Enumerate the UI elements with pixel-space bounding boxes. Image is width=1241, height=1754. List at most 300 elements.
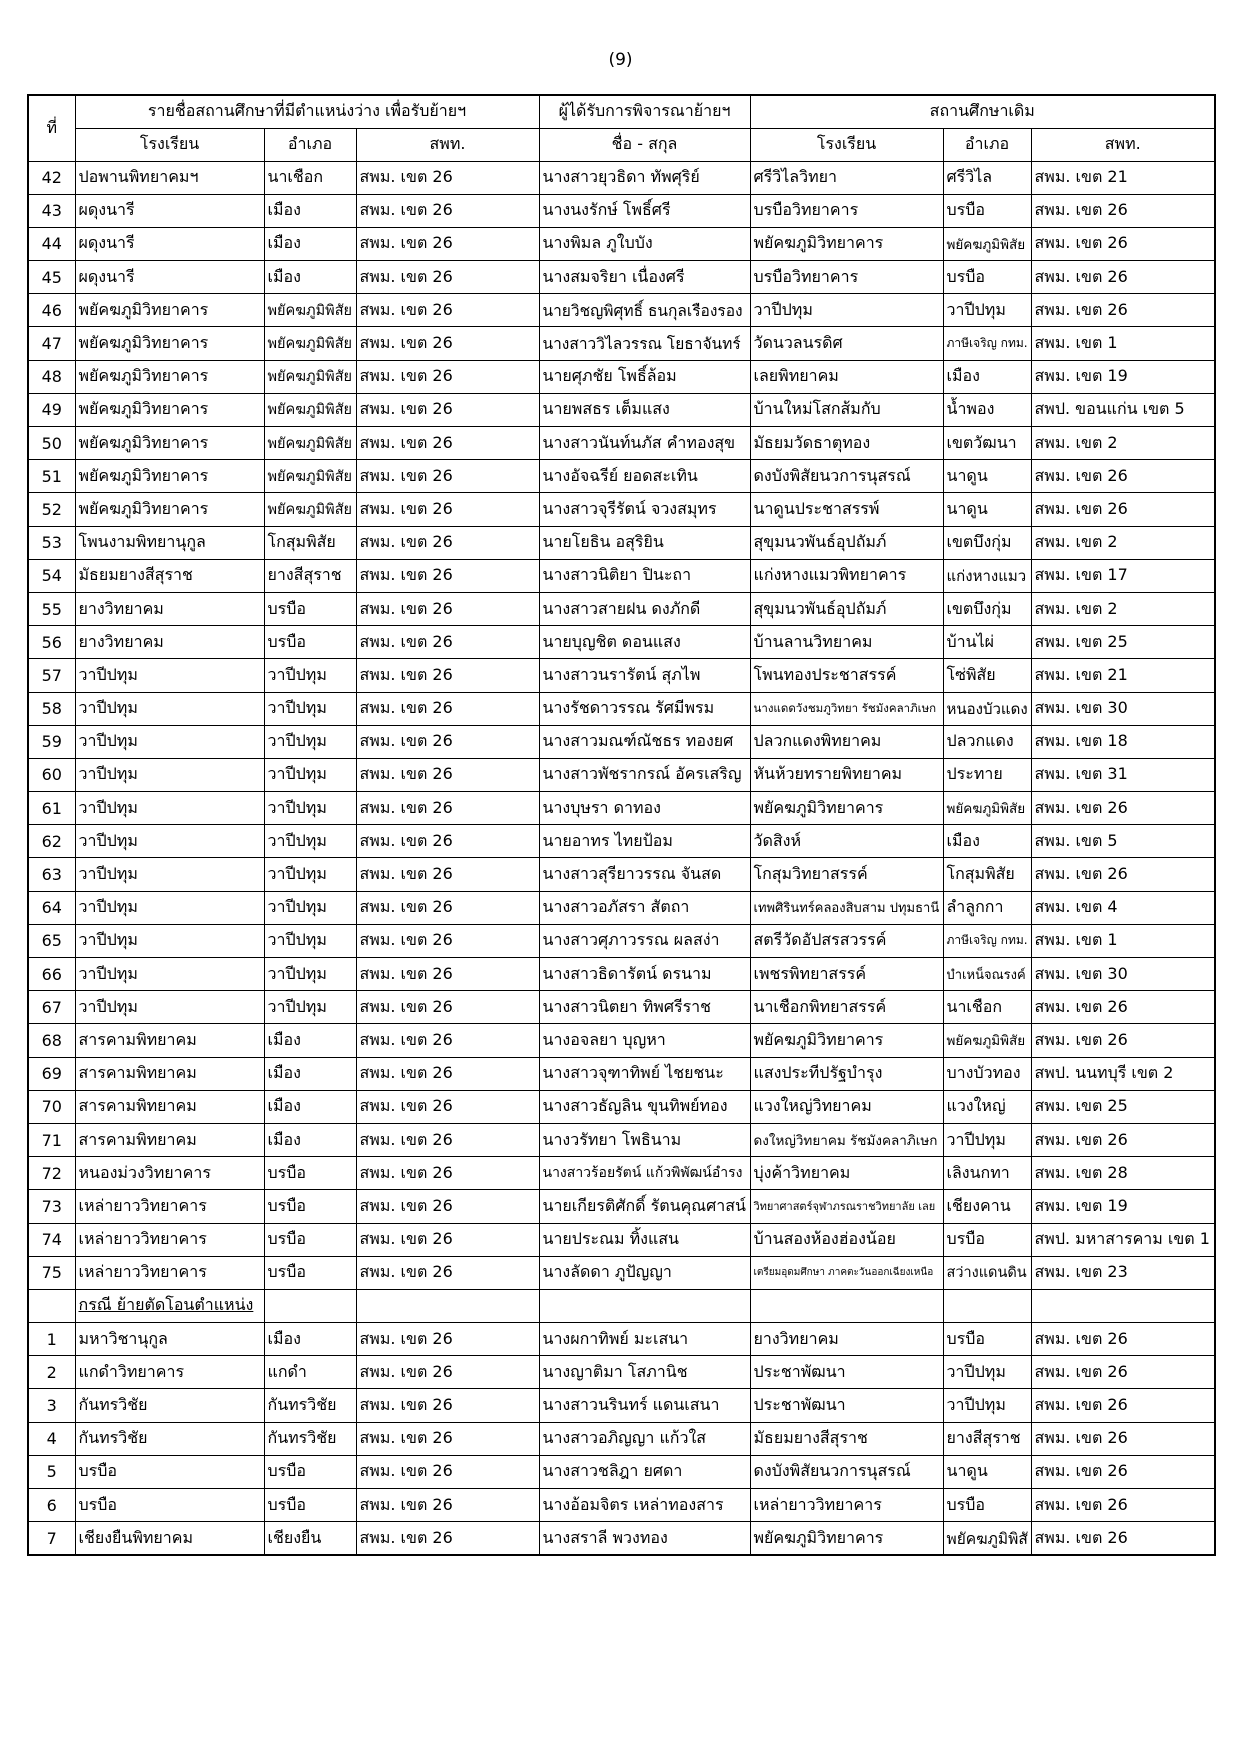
origin-district: น้ำพอง	[943, 393, 1031, 426]
candidate-name: นางนงรักษ์ โพธิ์ศรี	[539, 194, 750, 227]
vacancy-office: สพม. เขต 26	[356, 1256, 539, 1289]
origin-school: บ้านใหม่โสกส้มกับ	[750, 393, 943, 426]
vacancy-office: สพม. เขต 26	[356, 1057, 539, 1090]
origin-district: เมือง	[943, 360, 1031, 393]
origin-district: เขตวัฒนา	[943, 427, 1031, 460]
origin-office: สพม. เขต 26	[1031, 1422, 1215, 1455]
origin-district: เมือง	[943, 825, 1031, 858]
origin-district: หนองบัวแดง	[943, 692, 1031, 725]
vacancy-office: สพม. เขต 26	[356, 161, 539, 194]
page-number: (9)	[608, 50, 633, 70]
table-row	[28, 626, 1215, 659]
vacancy-district: เมือง	[264, 1057, 356, 1090]
origin-school: นาเชือกพิทยาสรรค์	[750, 991, 943, 1024]
row-number: 4	[28, 1422, 75, 1455]
candidate-name: นางลัดดา ภูปัญญา	[539, 1256, 750, 1289]
vacancy-office: สพม. เขต 26	[356, 493, 539, 526]
origin-office: สพม. เขต 31	[1031, 758, 1215, 791]
vacancy-school: พยัคฆภูมิวิทยาคาร	[75, 427, 264, 460]
table-row	[28, 1223, 1215, 1256]
vacancy-school: พยัคฆภูมิวิทยาคาร	[75, 493, 264, 526]
vacancy-school: ผดุงนารี	[75, 194, 264, 227]
origin-school: บ้านสองห้องฮ่องน้อย	[750, 1223, 943, 1256]
origin-office: สพป. ขอนแก่น เขต 5	[1031, 393, 1215, 426]
vacancy-office: สพม. เขต 26	[356, 327, 539, 360]
origin-district: เชียงคาน	[943, 1190, 1031, 1223]
table-row	[28, 1123, 1215, 1156]
vacancy-district: วาปีปทุม	[264, 991, 356, 1024]
vacancy-school: วาปีปทุม	[75, 958, 264, 991]
vacancy-school: วาปีปทุม	[75, 825, 264, 858]
candidate-name: นางสมจริยา เนื่องศรี	[539, 261, 750, 294]
origin-school: ศรีวิไลวิทยา	[750, 161, 943, 194]
origin-office: สพม. เขต 26	[1031, 1123, 1215, 1156]
row-number: 55	[28, 592, 75, 625]
table-row	[28, 1356, 1215, 1389]
candidate-name: นางบุษรา ดาทอง	[539, 792, 750, 825]
table-row	[28, 1256, 1215, 1289]
vacancy-district: วาปีปทุม	[264, 758, 356, 791]
row-number: 66	[28, 958, 75, 991]
origin-district: เขตบึงกุ่ม	[943, 526, 1031, 559]
origin-school: ประชาพัฒนา	[750, 1356, 943, 1389]
vacancy-district: แกดำ	[264, 1356, 356, 1389]
table-row	[28, 460, 1215, 493]
origin-school: สุขุมนวพันธ์อุปถัมภ์	[750, 526, 943, 559]
origin-district: นาดูน	[943, 493, 1031, 526]
table-row	[28, 1522, 1215, 1555]
origin-office: สพม. เขต 2	[1031, 592, 1215, 625]
origin-school: บุ่งค้าวิทยาคม	[750, 1157, 943, 1190]
candidate-name: นางสาววิไลวรรณ โยธาจันทร์	[539, 327, 750, 360]
origin-school: โกสุมวิทยาสรรค์	[750, 858, 943, 891]
section-label: กรณี ย้ายตัดโอนตำแหน่ง	[78, 1295, 254, 1315]
vacancy-office: สพม. เขต 26	[356, 792, 539, 825]
origin-district: บรบือ	[943, 1489, 1031, 1522]
header-row-groups	[28, 95, 1215, 128]
origin-district: นาดูน	[943, 460, 1031, 493]
candidate-name: นางสาวจุฑาทิพย์ ไชยชนะ	[539, 1057, 750, 1090]
vacancy-office: สพม. เขต 26	[356, 991, 539, 1024]
vacancy-school: มหาวิชานุกูล	[75, 1323, 264, 1356]
origin-office: สพม. เขต 26	[1031, 991, 1215, 1024]
table-row	[28, 1489, 1215, 1522]
transfer-table	[27, 94, 1216, 1556]
origin-school: ดงบังพิสัยนวการนุสรณ์	[750, 460, 943, 493]
vacancy-office: สพม. เขต 26	[356, 360, 539, 393]
vacancy-district: เมือง	[264, 227, 356, 260]
origin-office: สพม. เขต 30	[1031, 692, 1215, 725]
origin-district: ประทาย	[943, 758, 1031, 791]
origin-office: สพม. เขต 1	[1031, 924, 1215, 957]
origin-district: บ้านไผ่	[943, 626, 1031, 659]
row-number: 52	[28, 493, 75, 526]
table-row	[28, 1090, 1215, 1123]
table-row	[28, 1190, 1215, 1223]
origin-school: วัดนวลนรดิศ	[750, 327, 943, 360]
row-number: 72	[28, 1157, 75, 1190]
table-row	[28, 360, 1215, 393]
row-number: 71	[28, 1123, 75, 1156]
vacancy-school: เชียงยืนพิทยาคม	[75, 1522, 264, 1555]
header-candidate-group: ผู้ได้รับการพิจารณาย้ายฯ	[539, 95, 750, 128]
vacancy-school: วาปีปทุม	[75, 924, 264, 957]
table-row	[28, 891, 1215, 924]
vacancy-school: วาปีปทุม	[75, 858, 264, 891]
origin-office: สพม. เขต 21	[1031, 161, 1215, 194]
vacancy-school: วาปีปทุม	[75, 725, 264, 758]
row-number: 50	[28, 427, 75, 460]
vacancy-office: สพม. เขต 26	[356, 1190, 539, 1223]
vacancy-school: เหล่ายาววิทยาคาร	[75, 1190, 264, 1223]
origin-school: พยัคฆภูมิวิทยาคาร	[750, 1522, 943, 1555]
empty-cell	[264, 1289, 356, 1322]
row-number: 45	[28, 261, 75, 294]
empty-cell	[28, 1289, 75, 1322]
origin-office: สพม. เขต 26	[1031, 294, 1215, 327]
candidate-name: นางผกาทิพย์ มะเสนา	[539, 1323, 750, 1356]
row-number: 56	[28, 626, 75, 659]
origin-school: เทพศิรินทร์คลองสิบสาม ปทุมธานี	[750, 891, 943, 924]
vacancy-district: กันทรวิชัย	[264, 1389, 356, 1422]
origin-school: หันห้วยทรายพิทยาคม	[750, 758, 943, 791]
origin-district: นาดูน	[943, 1455, 1031, 1488]
vacancy-school: ยางวิทยาคม	[75, 592, 264, 625]
origin-district: บรบือ	[943, 261, 1031, 294]
table-row	[28, 1389, 1215, 1422]
row-number: 67	[28, 991, 75, 1024]
vacancy-district: วาปีปทุม	[264, 825, 356, 858]
origin-district: วาปีปทุม	[943, 1356, 1031, 1389]
origin-school: ดงใหญ่วิทยาคม รัชมังคลาภิเษก	[750, 1123, 943, 1156]
table-row	[28, 526, 1215, 559]
origin-district: นาเชือก	[943, 991, 1031, 1024]
vacancy-school: หนองม่วงวิทยาคาร	[75, 1157, 264, 1190]
row-number: 65	[28, 924, 75, 957]
vacancy-office: สพม. เขต 26	[356, 924, 539, 957]
row-number: 5	[28, 1455, 75, 1488]
empty-cell	[943, 1289, 1031, 1322]
vacancy-office: สพม. เขต 26	[356, 758, 539, 791]
row-number: 49	[28, 393, 75, 426]
row-number: 51	[28, 460, 75, 493]
candidate-name: นางสาวจุรีรัตน์ จวงสมุทร	[539, 493, 750, 526]
vacancy-office: สพม. เขต 26	[356, 1422, 539, 1455]
vacancy-school: พยัคฆภูมิวิทยาคาร	[75, 294, 264, 327]
origin-district: โซ่พิสัย	[943, 659, 1031, 692]
origin-office: สพม. เขต 26	[1031, 1356, 1215, 1389]
vacancy-school: เหล่ายาววิทยาคาร	[75, 1256, 264, 1289]
row-number: 2	[28, 1356, 75, 1389]
origin-school: ปลวกแดงพิทยาคม	[750, 725, 943, 758]
candidate-name: นายวิชญพิศุทธิ์ ธนกุลเรืองรอง	[539, 294, 750, 327]
candidate-name: นางสาวชลิฎา ยศดา	[539, 1455, 750, 1488]
candidate-name: นางสาวร้อยรัตน์ แก้วพิพัฒน์อำรง	[539, 1157, 750, 1190]
candidate-name: นางสาวนิติยา ปินะถา	[539, 559, 750, 592]
origin-school: เลยพิทยาคม	[750, 360, 943, 393]
candidate-name: นางสราลี พวงทอง	[539, 1522, 750, 1555]
origin-school: แสงประทีปรัฐบำรุง	[750, 1057, 943, 1090]
vacancy-office: สพม. เขต 26	[356, 891, 539, 924]
vacancy-district: โกสุมพิสัย	[264, 526, 356, 559]
vacancy-district: นาเชือก	[264, 161, 356, 194]
origin-district: โกสุมพิสัย	[943, 858, 1031, 891]
vacancy-school: กันทรวิชัย	[75, 1389, 264, 1422]
table-row	[28, 1455, 1215, 1488]
origin-school: บ้านลานวิทยาคม	[750, 626, 943, 659]
candidate-name: นายประณม ทิ้งแสน	[539, 1223, 750, 1256]
row-number: 3	[28, 1389, 75, 1422]
origin-office: สพม. เขต 21	[1031, 659, 1215, 692]
row-number: 6	[28, 1489, 75, 1522]
origin-school: วัดสิงห์	[750, 825, 943, 858]
row-number: 46	[28, 294, 75, 327]
section-label-cell	[75, 1289, 264, 1322]
origin-office: สพม. เขต 26	[1031, 227, 1215, 260]
vacancy-school: ผดุงนารี	[75, 227, 264, 260]
vacancy-school: พยัคฆภูมิวิทยาคาร	[75, 327, 264, 360]
table-row	[28, 294, 1215, 327]
row-number: 70	[28, 1090, 75, 1123]
origin-district: บรบือ	[943, 1323, 1031, 1356]
vacancy-district: พยัคฆภูมิพิสัย	[264, 360, 356, 393]
row-number: 60	[28, 758, 75, 791]
origin-district: ลำลูกกา	[943, 891, 1031, 924]
vacancy-district: วาปีปทุม	[264, 659, 356, 692]
empty-cell	[1031, 1289, 1215, 1322]
origin-school: สุขุมนวพันธ์อุปถัมภ์	[750, 592, 943, 625]
candidate-name: นางสาวสุรียาวรรณ จันสด	[539, 858, 750, 891]
row-number: 69	[28, 1057, 75, 1090]
row-number: 62	[28, 825, 75, 858]
vacancy-office: สพม. เขต 26	[356, 261, 539, 294]
vacancy-district: พยัคฆภูมิพิสัย	[264, 493, 356, 526]
origin-office: สพม. เขต 26	[1031, 792, 1215, 825]
vacancy-office: สพม. เขต 26	[356, 958, 539, 991]
empty-cell	[356, 1289, 539, 1322]
origin-school: มัธยมยางสีสุราช	[750, 1422, 943, 1455]
vacancy-office: สพม. เขต 26	[356, 825, 539, 858]
table-row	[28, 1024, 1215, 1057]
vacancy-office: สพม. เขต 26	[356, 858, 539, 891]
vacancy-school: วาปีปทุม	[75, 991, 264, 1024]
table-row	[28, 493, 1215, 526]
origin-office: สพม. เขต 19	[1031, 1190, 1215, 1223]
candidate-name: นางอจลยา บุญหา	[539, 1024, 750, 1057]
origin-school: เหล่ายาววิทยาคาร	[750, 1489, 943, 1522]
candidate-name: นางสาวอภิญญา แก้วใส	[539, 1422, 750, 1455]
origin-district: บางบัวทอง	[943, 1057, 1031, 1090]
vacancy-district: ยางสีสุราช	[264, 559, 356, 592]
origin-school: สตรีวัดอัปสรสวรรค์	[750, 924, 943, 957]
row-number: 7	[28, 1522, 75, 1555]
vacancy-office: สพม. เขต 26	[356, 460, 539, 493]
origin-office: สพม. เขต 26	[1031, 1489, 1215, 1522]
candidate-name: นายเกียรติศักดิ์ รัตนคุณศาสน์	[539, 1190, 750, 1223]
table-row	[28, 161, 1215, 194]
vacancy-school: ผดุงนารี	[75, 261, 264, 294]
candidate-name: นางพิมล ภูใบบัง	[539, 227, 750, 260]
candidate-name: นายอาทร ไทยป้อม	[539, 825, 750, 858]
vacancy-school: สารคามพิทยาคม	[75, 1123, 264, 1156]
origin-office: สพม. เขต 26	[1031, 1389, 1215, 1422]
vacancy-district: วาปีปทุม	[264, 958, 356, 991]
candidate-name: นางสาวสายฝน ดงภักดี	[539, 592, 750, 625]
table-row	[28, 1323, 1215, 1356]
empty-cell	[539, 1289, 750, 1322]
vacancy-school: พยัคฆภูมิวิทยาคาร	[75, 393, 264, 426]
origin-school: มัธยมวัดธาตุทอง	[750, 427, 943, 460]
vacancy-school: วาปีปทุม	[75, 659, 264, 692]
vacancy-school: พยัคฆภูมิวิทยาคาร	[75, 460, 264, 493]
row-number: 61	[28, 792, 75, 825]
origin-school: ประชาพัฒนา	[750, 1389, 943, 1422]
vacancy-office: สพม. เขต 26	[356, 1323, 539, 1356]
candidate-name: นางสาวนิตยา ทิพศรีราช	[539, 991, 750, 1024]
vacancy-office: สพม. เขต 26	[356, 1455, 539, 1488]
origin-office: สพม. เขต 26	[1031, 194, 1215, 227]
origin-school: พยัคฆภูมิวิทยาคาร	[750, 227, 943, 260]
table-row	[28, 427, 1215, 460]
origin-school: วิทยาศาสตร์จุฬาภรณราชวิทยาลัย เลย	[750, 1190, 943, 1223]
table-row	[28, 825, 1215, 858]
vacancy-office: สพม. เขต 26	[356, 227, 539, 260]
row-number: 58	[28, 692, 75, 725]
row-number: 44	[28, 227, 75, 260]
vacancy-school: วาปีปทุม	[75, 692, 264, 725]
vacancy-office: สพม. เขต 26	[356, 1389, 539, 1422]
origin-office: สพป. มหาสารคาม เขต 1	[1031, 1223, 1215, 1256]
row-number: 73	[28, 1190, 75, 1223]
vacancy-office: สพม. เขต 26	[356, 626, 539, 659]
table-row	[28, 924, 1215, 957]
vacancy-office: สพม. เขต 26	[356, 725, 539, 758]
vacancy-office: สพม. เขต 26	[356, 1090, 539, 1123]
table-row	[28, 991, 1215, 1024]
vacancy-school: มัธยมยางสีสุราช	[75, 559, 264, 592]
row-number: 59	[28, 725, 75, 758]
origin-office: สพม. เขต 1	[1031, 327, 1215, 360]
origin-office: สพม. เขต 26	[1031, 261, 1215, 294]
candidate-name: นางสาวมณฑ์ณัชธร ทองยศ	[539, 725, 750, 758]
vacancy-district: พยัคฆภูมิพิสัย	[264, 327, 356, 360]
empty-cell	[750, 1289, 943, 1322]
vacancy-district: วาปีปทุม	[264, 792, 356, 825]
row-number: 53	[28, 526, 75, 559]
candidate-name: นายโยธิน อสุริยิน	[539, 526, 750, 559]
candidate-name: นางอ้อมจิตร เหล่าทองสาร	[539, 1489, 750, 1522]
vacancy-district: เมือง	[264, 1123, 356, 1156]
candidate-name: นางสาวนรินทร์ แดนเสนา	[539, 1389, 750, 1422]
origin-office: สพม. เขต 26	[1031, 1024, 1215, 1057]
header-origin-district: อำเภอ	[943, 128, 1031, 161]
candidate-name: นายบุญชิต ดอนแสง	[539, 626, 750, 659]
origin-school: บรบือวิทยาคาร	[750, 194, 943, 227]
vacancy-district: บรบือ	[264, 1223, 356, 1256]
vacancy-district: วาปีปทุม	[264, 891, 356, 924]
candidate-name: นางสาวธัญลิน ขุนทิพย์ทอง	[539, 1090, 750, 1123]
origin-district: ภาษีเจริญ กทม.	[943, 924, 1031, 957]
candidate-name: นางสาวธิดารัตน์ ดรนาม	[539, 958, 750, 991]
row-number: 48	[28, 360, 75, 393]
table-row	[28, 393, 1215, 426]
origin-school: แก่งหางแมวพิทยาคาร	[750, 559, 943, 592]
origin-office: สพม. เขต 18	[1031, 725, 1215, 758]
vacancy-district: เมือง	[264, 1090, 356, 1123]
table-row	[28, 592, 1215, 625]
origin-office: สพม. เขต 23	[1031, 1256, 1215, 1289]
origin-office: สพม. เขต 26	[1031, 460, 1215, 493]
vacancy-district: กันทรวิชัย	[264, 1422, 356, 1455]
vacancy-office: สพม. เขต 26	[356, 659, 539, 692]
candidate-name: นางสาวพัชรากรณ์ อัครเสริญ	[539, 758, 750, 791]
origin-school: แวงใหญ่วิทยาคม	[750, 1090, 943, 1123]
origin-district: วาปีปทุม	[943, 1123, 1031, 1156]
origin-district: ปลวกแดง	[943, 725, 1031, 758]
vacancy-district: วาปีปทุม	[264, 725, 356, 758]
header-name: ชื่อ - สกุล	[539, 128, 750, 161]
vacancy-district: บรบือ	[264, 1157, 356, 1190]
row-number: 64	[28, 891, 75, 924]
origin-school: วาปีปทุม	[750, 294, 943, 327]
header-district: อำเภอ	[264, 128, 356, 161]
origin-district: วาปีปทุม	[943, 1389, 1031, 1422]
table-row	[28, 559, 1215, 592]
origin-district: สว่างแดนดิน	[943, 1256, 1031, 1289]
vacancy-district: พยัคฆภูมิพิสัย	[264, 427, 356, 460]
origin-office: สพม. เขต 26	[1031, 1323, 1215, 1356]
vacancy-school: กันทรวิชัย	[75, 1422, 264, 1455]
vacancy-school: สารคามพิทยาคม	[75, 1024, 264, 1057]
origin-district: บรบือ	[943, 194, 1031, 227]
header-origin-office: สพท.	[1031, 128, 1215, 161]
vacancy-office: สพม. เขต 26	[356, 1223, 539, 1256]
vacancy-office: สพม. เขต 26	[356, 559, 539, 592]
vacancy-office: สพม. เขต 26	[356, 1157, 539, 1190]
vacancy-district: บรบือ	[264, 592, 356, 625]
table-row	[28, 1157, 1215, 1190]
vacancy-school: โพนงามพิทยานุกูล	[75, 526, 264, 559]
vacancy-office: สพม. เขต 26	[356, 1522, 539, 1555]
vacancy-district: เมือง	[264, 261, 356, 294]
vacancy-district: พยัคฆภูมิพิสัย	[264, 294, 356, 327]
vacancy-school: พยัคฆภูมิวิทยาคาร	[75, 360, 264, 393]
origin-school: โพนทองประชาสรรค์	[750, 659, 943, 692]
row-number: 57	[28, 659, 75, 692]
vacancy-district: บรบือ	[264, 1190, 356, 1223]
table-row	[28, 1057, 1215, 1090]
table-row	[28, 692, 1215, 725]
origin-school: ยางวิทยาคม	[750, 1323, 943, 1356]
table-row	[28, 725, 1215, 758]
table-row	[28, 958, 1215, 991]
header-vacancy-group: รายชื่อสถานศึกษาที่มีตำแหน่งว่าง เพื่อรับย้ายฯ	[75, 95, 539, 128]
header-origin-group: สถานศึกษาเดิม	[750, 95, 1215, 128]
origin-school: พยัคฆภูมิวิทยาคาร	[750, 792, 943, 825]
candidate-name: นายศุภชัย โพธิ์ล้อม	[539, 360, 750, 393]
candidate-name: นางสาวศุภาวรรณ ผลสง่า	[539, 924, 750, 957]
vacancy-district: เมือง	[264, 1323, 356, 1356]
vacancy-district: พยัคฆภูมิพิสัย	[264, 393, 356, 426]
vacancy-district: วาปีปทุม	[264, 692, 356, 725]
candidate-name: นางอัจฉรีย์ ยอดสะเทิน	[539, 460, 750, 493]
vacancy-district: วาปีปทุม	[264, 924, 356, 957]
origin-district: แก่งหางแมว	[943, 559, 1031, 592]
vacancy-school: ยางวิทยาคม	[75, 626, 264, 659]
origin-school: นาดูนประชาสรรพ์	[750, 493, 943, 526]
row-number: 74	[28, 1223, 75, 1256]
candidate-name: นางวรัทยา โพธินาม	[539, 1123, 750, 1156]
